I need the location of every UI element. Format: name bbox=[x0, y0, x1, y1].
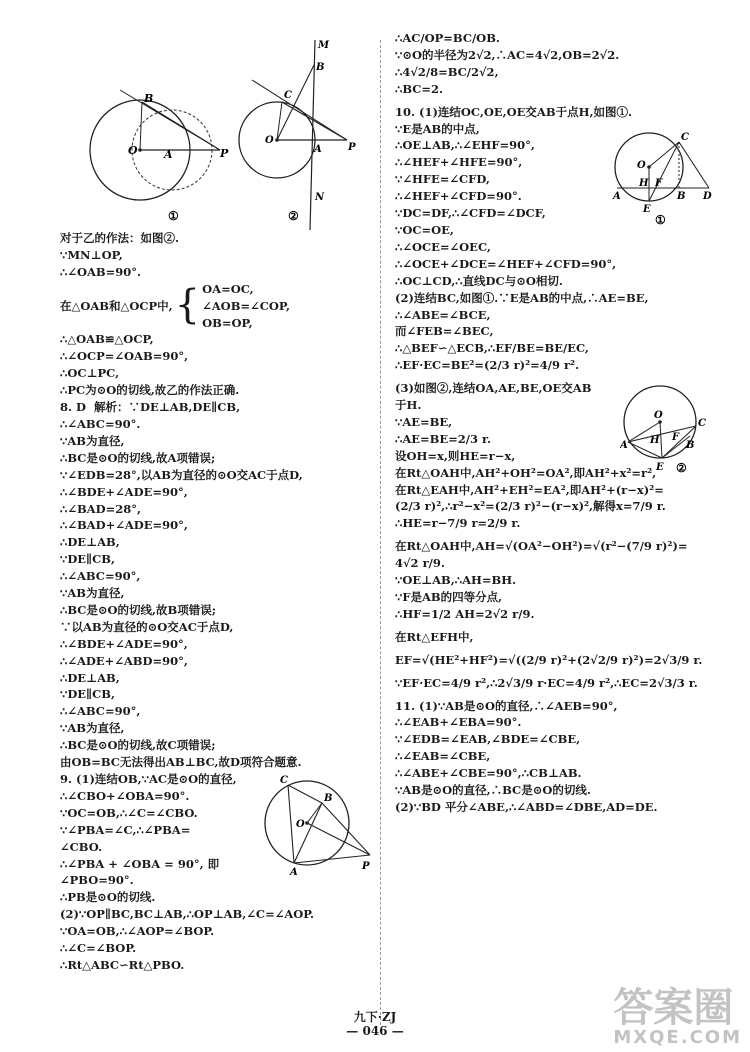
fig1-label-a: A bbox=[164, 148, 173, 161]
fig10a-caption: ① bbox=[655, 212, 666, 227]
text-line: ∴∠ABC=90°, bbox=[60, 704, 141, 719]
text-line: ∵⊙O的半径为2√2,∴AC=4√2,OB=2√2. bbox=[395, 47, 620, 62]
fig10a-label-d: D bbox=[703, 190, 712, 202]
congruence-system bbox=[60, 281, 372, 332]
question-11-header: 11. (1)∵AB是⊙O的直径,∴∠AEB=90°, bbox=[395, 698, 618, 713]
fig9-label-b: B bbox=[324, 793, 333, 804]
text-line: ∴DE⊥AB, bbox=[60, 670, 120, 685]
fig10a-point-o bbox=[647, 165, 651, 169]
fig9-line-ab bbox=[294, 803, 322, 863]
column-divider bbox=[380, 40, 381, 1025]
text-line: ∴∠ABC=90°, bbox=[60, 569, 141, 584]
fig1-point-o bbox=[138, 148, 142, 152]
figure-9-diagram bbox=[262, 771, 372, 881]
text-line: ∴∠CBO+∠OBA=90°. bbox=[60, 788, 190, 803]
fig9-line-ca bbox=[288, 785, 294, 863]
text-line: EF=√(HE²+HF²)=√((2/9 r)²+(2√2/9 r)²)=2√3/9 r. bbox=[395, 652, 703, 667]
text-line: ∵∠PBA=∠C,∴∠PBA= bbox=[60, 822, 191, 837]
brace-conditions bbox=[202, 281, 290, 332]
text-line: 于H. bbox=[395, 398, 422, 413]
fig10a-label-a: A bbox=[613, 190, 621, 202]
text-line: ∴∠ABE=∠BCE, bbox=[395, 307, 491, 322]
watermark-logo bbox=[613, 985, 742, 1048]
brace-symbol: { bbox=[174, 281, 201, 328]
footer-page-number: — 046 — bbox=[346, 1024, 404, 1038]
fig2-line-tangent bbox=[252, 80, 347, 140]
text-line: ∴∠BAD+∠ADE=90°, bbox=[60, 518, 188, 533]
fig9-label-o: O bbox=[296, 819, 305, 830]
text-line: (2/3 r)²,∴r²−x²=(2/3 r)²−(r−x)²,解得x=7/9 r. bbox=[395, 499, 666, 514]
watermark-cn: 答案圈 bbox=[613, 985, 734, 1031]
text-line: ∴BC是⊙O的切线,故A项错误; bbox=[60, 450, 216, 465]
text-line: ∴OC⊥CD,∴直线DC与⊙O相切. bbox=[395, 273, 563, 288]
text-line: ∴AE=BE=2/3 r. bbox=[395, 431, 491, 446]
fig10a-label-e: E bbox=[643, 203, 651, 215]
text-line: ∵AB为直径, bbox=[60, 721, 125, 736]
fig10a-label-b: B bbox=[677, 190, 686, 202]
text-line: ∴∠OCE=∠OEC, bbox=[395, 239, 491, 254]
fig10b-label-e: E bbox=[656, 462, 664, 474]
fig10b-label-h: H bbox=[650, 435, 660, 447]
question-10-header: 10. (1)连结OC,OE,OE交AB于点H,如图①. bbox=[395, 104, 632, 119]
text-line: ∴△OAB≌△OCP, bbox=[60, 332, 154, 347]
fig10b-label-f: F bbox=[672, 432, 680, 444]
fig2-point-o bbox=[275, 138, 279, 142]
text-line: ∵AB为直径, bbox=[60, 586, 125, 601]
text-line: ∴PB是⊙O的切线. bbox=[60, 890, 156, 905]
fig10a-label-h: H bbox=[639, 177, 649, 189]
text-line: ∴BC=2. bbox=[395, 81, 444, 96]
text-line: ∴△BEF∽△ECB,∴EF/BE=BE/EC, bbox=[395, 341, 589, 356]
text-line: OA=OC, bbox=[202, 281, 254, 296]
text-line: ∴∠EAB=∠CBE, bbox=[395, 749, 491, 764]
text-line: ∵DE∥CB, bbox=[60, 552, 116, 567]
text-line: ∴BC是⊙O的切线,故B项错误; bbox=[60, 602, 217, 617]
text-line: ∴BC是⊙O的切线,故C项错误; bbox=[60, 738, 216, 753]
text-line: ∴∠ADE+∠ABD=90°, bbox=[60, 653, 188, 668]
fig2-label-c: C bbox=[284, 90, 292, 101]
text-line: ∴∠C=∠BOP. bbox=[60, 941, 137, 956]
fig10a-label-c: C bbox=[681, 131, 689, 143]
text-line: ∴∠BDE+∠ADE=90°, bbox=[60, 636, 188, 651]
text-line: ∵AB是⊙O的直径,∴BC是⊙O的切线. bbox=[395, 783, 591, 798]
footer-book-label: 九下·ZJ bbox=[353, 1010, 397, 1024]
fig10b-caption: ② bbox=[676, 461, 687, 476]
fig2-label-b: B bbox=[316, 62, 325, 73]
text-line: 在Rt△EFH中, bbox=[395, 629, 474, 644]
fig10b-label-c: C bbox=[698, 418, 706, 430]
text-line: ∴∠HEF+∠CFD=90°. bbox=[395, 189, 522, 204]
fig2-label-n: N bbox=[315, 192, 325, 203]
figure-10-1-diagram bbox=[607, 122, 712, 227]
text-line: ∵OE⊥AB,∴AH=BH. bbox=[395, 573, 517, 588]
text-line: ∵∠EDB=∠EAB,∠BDE=∠CBE, bbox=[395, 732, 581, 747]
figure-10-2-diagram bbox=[620, 380, 715, 480]
text-line: ∴PC为⊙O的切线,故乙的作法正确. bbox=[60, 383, 240, 398]
text-line: 设OH=x,则HE=r−x, bbox=[395, 448, 516, 463]
text-line: ∵∠EDB=28°,以AB为直径的⊙O交AC于点D, bbox=[60, 467, 303, 482]
figure-2-diagram bbox=[232, 30, 372, 230]
text-line: ∴∠OAB=90°. bbox=[60, 264, 142, 279]
fig9-line-cb bbox=[288, 785, 322, 803]
text-line: 在△OAB和△OCP中, bbox=[60, 298, 173, 313]
text-line: ∴∠ABE+∠CBE=90°,∴CB⊥AB. bbox=[395, 766, 582, 781]
text-line: ∵F是AB的四等分点, bbox=[395, 590, 503, 604]
fig10b-label-a: A bbox=[620, 440, 628, 452]
text-line: 而∠FEB=∠BEC, bbox=[395, 324, 494, 339]
figures-q7 bbox=[60, 30, 372, 230]
fig2-label-a: A bbox=[314, 144, 322, 155]
text-line: ∠CBO. bbox=[60, 839, 103, 854]
text-line: ∴∠OCE+∠DCE=∠HEF+∠CFD=90°, bbox=[395, 256, 617, 271]
fig9-label-a: A bbox=[290, 867, 298, 878]
fig2-label-m: M bbox=[318, 40, 330, 51]
fig10b-line-oe bbox=[660, 422, 662, 458]
text-line: ∴4√2/8=BC/2√2, bbox=[395, 64, 499, 79]
text-line: ∴OE⊥AB,∴∠EHF=90°, bbox=[395, 138, 535, 153]
fig10b-label-o: O bbox=[654, 410, 663, 422]
text-line: ∴AC/OP=BC/OB. bbox=[395, 31, 500, 45]
text-line: 在Rt△EAH中,AH²+EH²=EA²,即AH²+(r−x)²= bbox=[395, 482, 664, 497]
figure-1-diagram bbox=[80, 30, 230, 230]
fig9-label-p: P bbox=[362, 861, 370, 872]
question-9-header: 9. (1)连结OB,∵AC是⊙O的直径, bbox=[60, 772, 237, 786]
fig9-point-o bbox=[305, 821, 309, 825]
right-column bbox=[395, 30, 715, 816]
text-line: ∵E是AB的中点, bbox=[395, 121, 480, 136]
text-line: ∴Rt△ABC∽Rt△PBO. bbox=[60, 957, 185, 972]
text-line: ∴∠EAB+∠EBA=90°. bbox=[395, 715, 522, 730]
text-line: ∵OC=OB,∴∠C=∠CBO. bbox=[60, 805, 198, 820]
text-line: 在Rt△OAH中,AH=√(OA²−OH²)=√(r²−(7/9 r)²)= bbox=[395, 539, 688, 554]
text-line: OB=OP, bbox=[202, 315, 253, 330]
text-line: ∴HE=r−7/9 r=2/9 r. bbox=[395, 516, 521, 531]
text-line: ∵OC=OE, bbox=[395, 222, 454, 237]
text-line: (3)如图②,连结OA,AE,BE,OE交AB bbox=[395, 381, 592, 396]
text-line: ∵AB为直径, bbox=[60, 433, 125, 448]
text-line: ∵DC=DF,∴∠CFD=∠DCF, bbox=[395, 206, 546, 221]
fig2-label-o: O bbox=[265, 135, 274, 146]
text-line: 在Rt△OAH中,AH²+OH²=OA²,即AH²+x²=r², bbox=[395, 465, 657, 480]
text-line: (2)∵BD 平分∠ABE,∴∠ABD=∠DBE,AD=DE. bbox=[395, 799, 658, 814]
text-line: 由OB=BC无法得出AB⊥BC,故D项符合题意. bbox=[60, 755, 302, 770]
text-line: ∵EF·EC=4/9 r²,∴2√3/9 r·EC=4/9 r²,∴EC=2√3/3 r. bbox=[395, 675, 698, 690]
question-8-header: 8. D 解析：∵DE⊥AB,DE∥CB, bbox=[60, 400, 241, 415]
fig10a-line-oc bbox=[649, 142, 679, 167]
text-line: (2)∵OP∥BC,BC⊥AB,∴OP⊥AB,∠C=∠AOP. bbox=[60, 907, 315, 922]
fig1-label-p: P bbox=[220, 147, 229, 160]
text-line: 对于乙的作法：如图②. bbox=[60, 231, 180, 245]
text-line: ∠PBO=90°. bbox=[60, 873, 134, 888]
fig10a-line-ce bbox=[649, 142, 679, 201]
question-9-block bbox=[60, 771, 372, 974]
fig1-label-o: O bbox=[128, 144, 138, 157]
fig9-line-bp bbox=[322, 803, 370, 855]
left-column bbox=[60, 30, 372, 974]
text-line: ∴∠BDE+∠ADE=90°, bbox=[60, 484, 188, 499]
fig1-label-b: B bbox=[144, 92, 154, 105]
text-line: ∵以AB为直径的⊙O交AC于点D, bbox=[60, 619, 234, 634]
text-line: ∴∠PBA + ∠OBA = 90°, 即 bbox=[60, 856, 220, 871]
fig10a-label-f: F bbox=[655, 177, 663, 189]
text-line: ∴EF·EC=BE²=(2/3 r)²=4/9 r². bbox=[395, 358, 580, 373]
fig10b-label-b: B bbox=[686, 440, 695, 452]
text-line: ∴∠BAD=28°, bbox=[60, 501, 141, 516]
text-line: ∵∠HFE=∠CFD, bbox=[395, 172, 490, 187]
fig10a-label-o: O bbox=[637, 159, 646, 171]
fig1-caption: ① bbox=[168, 209, 179, 223]
text-line: ∵AE=BE, bbox=[395, 414, 453, 429]
fig1-line-tangent bbox=[120, 90, 220, 150]
text-line: ∵MN⊥OP, bbox=[60, 247, 123, 262]
text-line: ∵OA=OB,∴∠AOP=∠BOP. bbox=[60, 924, 215, 939]
text-line: ∴∠ABC=90°. bbox=[60, 416, 141, 431]
text-line: (2)连结BC,如图①.∵E是AB的中点,∴AE=BE, bbox=[395, 290, 649, 305]
fig2-label-p: P bbox=[348, 142, 356, 153]
watermark-en: MXQE.COM bbox=[613, 1027, 742, 1048]
text-line: 4√2 r/9. bbox=[395, 556, 445, 571]
text-line: ∴∠HEF+∠HFE=90°, bbox=[395, 155, 523, 170]
fig2-caption: ② bbox=[288, 209, 299, 223]
question-10-part1 bbox=[395, 104, 715, 290]
text-line: ∴OC⊥PC, bbox=[60, 366, 120, 381]
text-line: ∵DE∥CB, bbox=[60, 687, 116, 702]
text-line: ∠AOB=∠COP, bbox=[202, 298, 291, 313]
text-line: ∴HF=1/2 AH=2√2 r/9. bbox=[395, 606, 535, 621]
fig9-label-c: C bbox=[280, 775, 288, 786]
text-line: ∴∠OCP=∠OAB=90°, bbox=[60, 349, 189, 364]
text-line: ∴DE⊥AB, bbox=[60, 535, 120, 550]
